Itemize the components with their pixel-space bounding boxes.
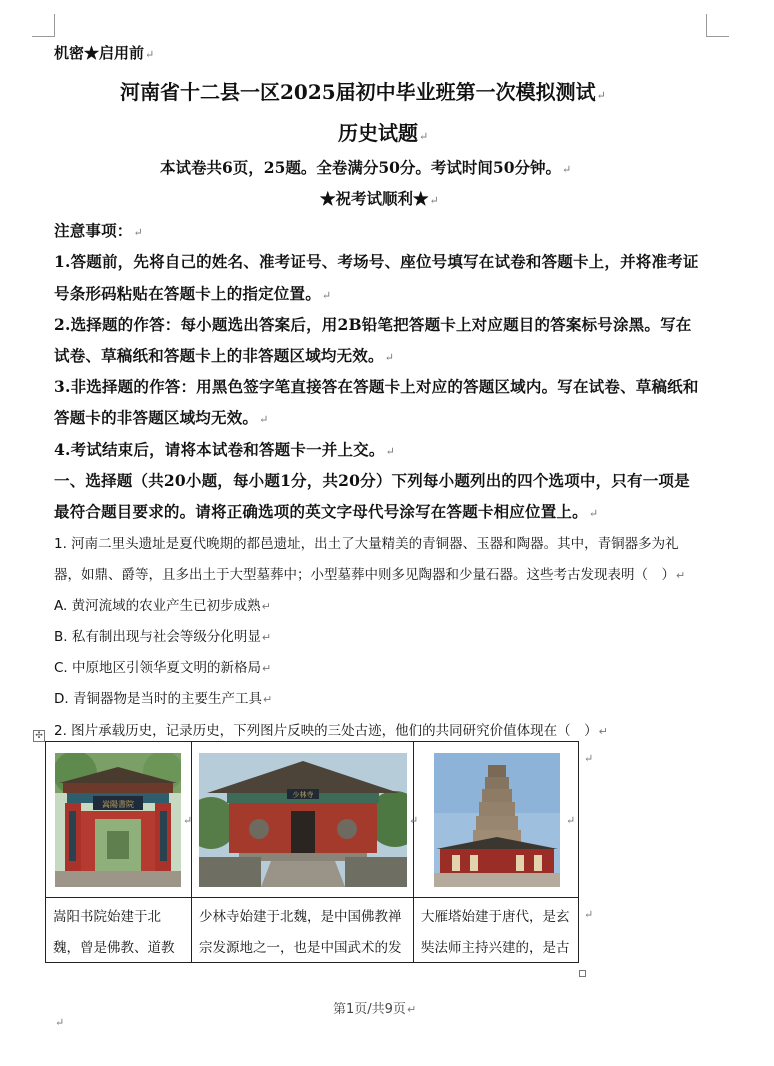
paragraph-mark: ↵ <box>262 693 273 706</box>
note-4-text: 4.考试结束后，请将本试卷和答题卡一并上交。 <box>54 440 385 459</box>
paragraph-mark: ↵ <box>145 48 155 61</box>
caption-row <box>46 898 579 963</box>
academy-plaque-text: 嵩陽書院 <box>102 800 134 809</box>
page-number-text: 第1页/共9页 <box>333 1002 406 1017</box>
caption-pagoda-line-1: 大雁塔始建于唐代，是玄 <box>421 909 570 925</box>
subject-title-text: 历史试题 <box>338 121 418 145</box>
good-luck-line <box>320 187 439 209</box>
cell-end-mark: ↵ <box>409 814 419 827</box>
paragraph-mark: ↵ <box>259 413 269 426</box>
row-end-mark: ↵ <box>584 908 594 921</box>
cell-end-mark: ↵ <box>183 814 193 827</box>
songyang-academy-gate-image <box>55 753 181 887</box>
question-1-option-d <box>54 687 272 707</box>
cell-end-mark: ↵ <box>566 814 576 827</box>
exam-info-text: 本试卷共6页，25题。全卷满分50分。考试时间50分钟。 <box>160 158 561 177</box>
paragraph-mark: ↵ <box>321 289 332 302</box>
caption-cell-1 <box>46 898 192 963</box>
question-2-stem <box>54 719 608 739</box>
note-4 <box>54 438 395 460</box>
shaolin-temple-gate-image <box>199 753 407 887</box>
notes-heading <box>54 219 143 241</box>
option-d-text: D. 青铜器物是当时的主要生产工具 <box>54 691 262 707</box>
note-2-line-1: 2.选择题的作答：每小题选出答案后，用2B铅笔把答题卡上对应题目的答案标号涂黑。写在 <box>54 315 692 334</box>
note-3-line-2 <box>54 406 269 428</box>
confidential-label <box>54 42 154 63</box>
paragraph-mark: ↵ <box>262 662 272 675</box>
paragraph-mark: ↵ <box>419 130 429 143</box>
paragraph-mark: ↵ <box>676 569 686 582</box>
question-1-line-2-text: 器，如鼎、爵等，且多出土于大型墓葬中；小型墓葬中则多见陶器和少量石器。这些考古发现表明（ ） <box>54 567 675 583</box>
confidential-text: 机密★启用前 <box>54 44 145 62</box>
caption-cell-2 <box>192 898 414 963</box>
notes-heading-text: 注意事项： <box>54 221 133 240</box>
question-1-option-b <box>54 625 271 645</box>
paragraph-mark: ↵ <box>384 351 395 364</box>
note-2-line-2-text: 试卷、草稿纸和答题卡上的非答题区域均无效。 <box>54 346 384 365</box>
exam-info <box>160 156 571 178</box>
caption-shaolin-line-1: 少林寺始建于北魏，是中国佛教禅 <box>199 909 402 925</box>
paragraph-mark: ↵ <box>261 600 271 613</box>
paragraph-mark: ↵ <box>429 194 439 207</box>
note-1-line-1: 1.答题前，先将自己的姓名、准考证号、考场号、座位号填写在试卷和答题卡上，并将准考证 <box>54 252 699 271</box>
question-1-option-a <box>54 594 271 614</box>
paragraph-mark: ↵ <box>261 631 272 644</box>
caption-songyang <box>46 898 191 962</box>
option-b-text: B. 私有制出现与社会等级分化明显 <box>54 629 261 645</box>
caption-songyang-line-2: 魏，曾是佛教、道教 <box>53 940 175 956</box>
picture-cell-3 <box>414 742 579 898</box>
paragraph-mark: ↵ <box>598 725 608 738</box>
note-1-line-2 <box>54 282 331 304</box>
paragraph-mark: ↵ <box>596 89 606 102</box>
subject-title <box>338 117 428 146</box>
picture-row <box>46 742 579 898</box>
question-1-option-c <box>54 656 271 676</box>
section-1-line-1: 一、选择题（共20小题，每小题1分，共20分）下列每小题列出的四个选项中，只有一项是 <box>54 471 690 490</box>
paragraph-mark: ↵ <box>562 163 572 176</box>
shaolin-plaque-text: 少林寺 <box>292 791 314 799</box>
picture-cell-2 <box>192 742 414 898</box>
good-luck-text: ★祝考试顺利★ <box>320 189 429 208</box>
exam-title <box>120 76 606 105</box>
section-1-line-2-text: 最符合题目要求的。请将正确选项的英文字母代号涂写在答题卡相应位置上。 <box>54 502 588 521</box>
option-c-text: C. 中原地区引领华夏文明的新格局 <box>54 660 262 676</box>
empty-paragraph-mark: ↵ <box>55 1016 65 1029</box>
crop-mark-top-right <box>706 14 729 37</box>
caption-pagoda-line-2: 奘法师主持兴建的，是古 <box>421 940 570 956</box>
picture-table <box>45 741 579 963</box>
paragraph-mark: ↵ <box>406 1003 417 1016</box>
picture-cell-1 <box>46 742 192 898</box>
crop-mark-top-left <box>32 14 55 37</box>
option-a-text: A. 黄河流域的农业产生已初步成熟 <box>54 598 261 614</box>
note-2-line-2 <box>54 344 394 366</box>
paragraph-mark: ↵ <box>588 507 599 520</box>
paragraph-mark: ↵ <box>133 226 143 239</box>
section-1-line-2 <box>54 500 598 522</box>
table-move-handle-icon[interactable]: ✣ <box>33 730 45 742</box>
big-wild-goose-pagoda-image <box>434 753 560 887</box>
question-1-line-1: 1. 河南二里头遗址是夏代晚期的都邑遗址，出土了大量精美的青铜器、玉器和陶器。其中，青铜器多为礼 <box>54 536 679 552</box>
caption-shaolin-line-2: 宗发源地之一，也是中国武术的发 <box>199 940 402 956</box>
question-2-stem-text: 2. 图片承载历史，记录历史，下列图片反映的三处古迹，他们的共同研究价值体现在（ ） <box>54 723 598 739</box>
table-resize-handle[interactable] <box>579 970 586 977</box>
caption-cell-3 <box>414 898 579 963</box>
question-1-line-2 <box>54 563 685 583</box>
note-3-line-1: 3.非选择题的作答：用黑色签字笔直接答在答题卡上对应的答题区域内。写在试卷、草稿纸和 <box>54 377 699 396</box>
note-1-line-2-text: 号条形码粘贴在答题卡上的指定位置。 <box>54 284 321 303</box>
caption-pagoda <box>414 898 578 962</box>
exam-title-text: 河南省十二县一区2025届初中毕业班第一次模拟测试 <box>120 80 596 104</box>
row-end-mark: ↵ <box>584 752 594 765</box>
note-3-line-2-text: 答题卡的非答题区域均无效。 <box>54 408 259 427</box>
caption-songyang-line-1: 嵩阳书院始建于北 <box>53 909 161 925</box>
caption-shaolin <box>192 898 413 962</box>
paragraph-mark: ↵ <box>385 445 396 458</box>
page-footer <box>333 998 416 1017</box>
